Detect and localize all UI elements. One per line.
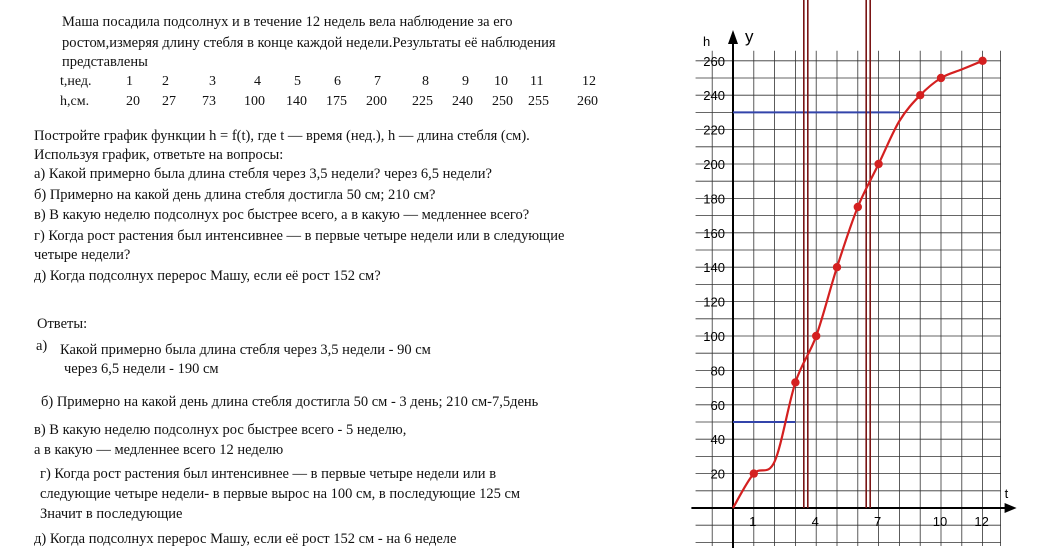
question-b: б) Примерно на какой день длина стебля достигла 50 см; 210 см?	[34, 187, 436, 203]
x-tick-label: 12	[974, 514, 989, 529]
question-a: а) Какой примерно была длина стебля через 3,5 недели? через 6,5 недели?	[34, 166, 492, 182]
answer-d-line-1: г) Когда рост растения был интенсивнее — в первые четыре недели или в	[40, 466, 497, 482]
question-c: в) В какую неделю подсолнух рос быстрее всего, а в какую — медленнее всего?	[34, 207, 530, 223]
answers-heading: Ответы:	[37, 316, 88, 332]
y-axis-name: h	[703, 34, 711, 49]
y-tick-label: 260	[703, 53, 725, 69]
h-cell: 250	[492, 94, 513, 109]
answer-a-line-1: Какой примерно была длина стебля через 3,5 недели - 90 см	[60, 342, 431, 358]
data-point	[978, 57, 986, 65]
h-cell: 100	[244, 94, 265, 109]
x-tick-label: 4	[811, 514, 819, 529]
y-axis-letter: у	[745, 27, 754, 46]
question-d-line-1: г) Когда рост растения был интенсивнее — в первые четыре недели или в следующие	[34, 228, 565, 244]
x-tick-label: 1	[749, 514, 757, 529]
data-point	[854, 203, 862, 211]
answer-e: д) Когда подсолнух перерос Машу, если её рост 152 см - на 6 неделе	[34, 531, 457, 547]
data-point	[874, 160, 882, 168]
h-cell: 255	[528, 94, 549, 109]
h-cell: 260	[577, 94, 598, 109]
data-point	[833, 263, 841, 271]
data-point	[791, 378, 799, 386]
h-row-label: h,см.	[60, 94, 90, 109]
x-axis-letter: t	[1004, 486, 1009, 501]
intro-line-1: Маша посадила подсолнух и в течение 12 недель вела наблюдение за его	[62, 14, 513, 30]
answer-c-line-2: а в какую — медленнее всего 12 неделю	[34, 442, 284, 458]
answer-d-line-3: Значит в последующие	[40, 506, 183, 522]
x-axis-arrow	[1005, 503, 1017, 513]
answer-c-line-1: в) В какую неделю подсолнух рос быстрее всего - 5 неделю,	[34, 422, 407, 438]
answer-a-line-2: через 6,5 недели - 190 см	[64, 361, 219, 377]
h-cell: 140	[286, 94, 307, 109]
t-cell: 5	[294, 74, 301, 89]
answer-d-line-2: следующие четыре недели- в первые вырос на 100 см, в последующие 125 см	[40, 486, 521, 502]
h-cell: 20	[126, 94, 140, 109]
data-point	[937, 74, 945, 82]
h-cell: 27	[162, 94, 176, 109]
t-cell: 12	[582, 74, 596, 89]
y-tick-label: 160	[703, 225, 725, 241]
h-cell: 175	[326, 94, 347, 109]
t-cell: 11	[530, 74, 544, 89]
t-row-label: t,нед.	[60, 74, 92, 89]
data-point	[916, 91, 924, 99]
t-cell: 3	[209, 74, 216, 89]
t-cell: 2	[162, 74, 169, 89]
y-tick-label: 180	[703, 191, 725, 207]
intro-line-3: представлены	[62, 54, 148, 70]
question-d-line-2: четыре недели?	[34, 247, 131, 263]
y-tick-label: 40	[710, 432, 725, 448]
t-cell: 4	[254, 74, 261, 89]
y-tick-label: 140	[703, 260, 725, 276]
t-cell: 8	[422, 74, 429, 89]
y-tick-label: 20	[710, 466, 725, 482]
t-cell: 7	[374, 74, 381, 89]
h-cell: 200	[366, 94, 387, 109]
y-axis-arrow	[728, 30, 738, 44]
y-tick-label: 120	[703, 294, 725, 310]
y-tick-label: 220	[703, 122, 725, 138]
data-point	[812, 332, 820, 340]
x-tick-label: 10	[932, 514, 948, 529]
intro-line-2: ростом,измеряя длину стебля в конце каждой недели.Результаты её наблюдения	[62, 35, 556, 51]
t-cell: 6	[334, 74, 341, 89]
question-e: д) Когда подсолнух перерос Машу, если её рост 152 см?	[34, 268, 381, 284]
t-cell: 1	[126, 74, 133, 89]
y-tick-label: 60	[710, 397, 725, 413]
y-tick-label: 80	[710, 363, 725, 379]
instruction-line-1: Постройте график функции h = f(t), где t — время (нед.), h — длина стебля (см).	[34, 128, 530, 144]
answer-a-label: а)	[36, 338, 48, 354]
answer-b: б) Примерно на какой день длина стебля достигла 50 см - 3 день; 210 см-7,5день	[41, 394, 539, 410]
h-cell: 225	[412, 94, 433, 109]
x-tick-label: 7	[873, 514, 882, 529]
h-cell: 73	[202, 94, 216, 109]
data-point	[750, 469, 758, 477]
h-cell: 240	[452, 94, 473, 109]
y-tick-label: 200	[703, 157, 725, 172]
t-cell: 10	[494, 74, 508, 89]
y-tick-label: 100	[703, 329, 725, 344]
instruction-line-2: Используя график, ответьте на вопросы:	[34, 147, 284, 163]
y-tick-label: 240	[703, 88, 725, 104]
t-cell: 9	[462, 74, 469, 89]
